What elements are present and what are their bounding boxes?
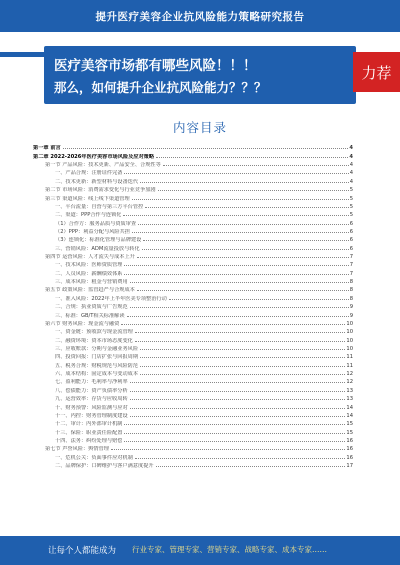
toc-entry-page: 16 [346, 454, 353, 461]
toc-entry[interactable] [33, 452, 353, 460]
toc-entry-label: 二、品牌保护：口碑维护与客户满意度提升 [55, 463, 154, 470]
toc-entry-label: 二、人员风险：薪酬绩效体系 [55, 270, 123, 277]
toc-leader-dots [158, 189, 349, 191]
toc-entry-label: 三、成本风险：租金与营销费用 [55, 279, 128, 286]
toc-entry-page: 5 [349, 212, 353, 219]
toc-leader-dots [140, 348, 345, 350]
toc-entry-label: 四、投资回报：门店扩张与回报周期 [55, 354, 139, 361]
toc-entry[interactable] [33, 335, 353, 343]
toc-leader-dots [124, 273, 348, 275]
toc-entry-label: 二、渠道：PPP合作与连锁化 [55, 212, 122, 219]
toc-entry-page: 8 [349, 279, 353, 286]
toc-entry-page: 4 [349, 162, 353, 169]
toc-entry-page: 7 [349, 254, 353, 261]
toc-entry[interactable] [33, 202, 353, 210]
toc-leader-dots [156, 465, 346, 467]
toc-leader-dots [124, 440, 345, 442]
toc-entry-page: 15 [346, 429, 353, 436]
toc-entry-page: 17 [346, 463, 353, 470]
toc-entry-label: 十四、法务：纠纷处理与赔偿 [55, 437, 123, 444]
toc-entry[interactable] [33, 444, 353, 452]
toc-entry-label: （2）PPP：利益分配与风险共担 [55, 228, 130, 235]
toc-entry[interactable] [33, 310, 353, 318]
toc-leader-dots [130, 306, 349, 308]
footer-lead: 让每个人都能成为 [48, 546, 117, 556]
toc-leader-dots [121, 323, 345, 325]
toc-entry-label: 一、资金链：预收款与现金流管理 [55, 329, 133, 336]
toc-entry[interactable] [33, 411, 353, 419]
toc-leader-dots [124, 264, 348, 266]
toc-title: 内容目录 [172, 120, 227, 135]
toc-entry-page: 13 [346, 387, 353, 394]
toc-entry-page: 9 [349, 312, 353, 319]
toc-leader-dots [127, 315, 349, 317]
toc-entry-label: 五、税务合规：财税规范与风险防范 [55, 362, 139, 369]
toc-entry[interactable] [33, 419, 353, 427]
toc-entry[interactable] [33, 243, 353, 251]
toc-entry-label: 十三、保险：职业责任险配置 [55, 429, 123, 436]
toc-entry-label: 八、偿债能力：资产负债率分析 [55, 387, 128, 394]
toc-entry[interactable] [33, 302, 353, 310]
toc-entry-label: 第五节 政策风险：监管趋严与合规成本 [45, 287, 135, 294]
toc-entry[interactable] [33, 436, 353, 444]
toc-entry[interactable] [33, 193, 353, 201]
toc-entry[interactable] [33, 461, 353, 469]
toc-leader-dots [124, 172, 348, 174]
toc-entry[interactable] [33, 369, 353, 377]
toc-leader-dots [135, 457, 346, 459]
toc-leader-dots [132, 198, 349, 200]
toc-leader-dots [140, 356, 345, 358]
toc-entry-page: 6 [349, 237, 353, 244]
toc-entry-page: 14 [346, 412, 353, 419]
toc-entry-page: 5 [349, 203, 353, 210]
toc-entry[interactable] [33, 427, 353, 435]
toc-leader-dots [130, 381, 346, 383]
toc-entry-page: 15 [346, 421, 353, 428]
toc-entry-label: 六、成本结构：固定成本与变动成本 [55, 371, 139, 378]
toc-entry-page: 7 [349, 270, 353, 277]
toc-entry-page: 12 [346, 371, 353, 378]
toc-entry-page: 16 [346, 437, 353, 444]
toc-entry-label: 一、危机公关：负面事件应对机制 [55, 454, 133, 461]
toc-entry-label: 二、技术更新：新型材料与设备迭代 [55, 178, 139, 185]
toc-leader-dots [140, 365, 345, 367]
toc-entry-label: 第一节 产品风险：技术更新、产品安全、合规性等 [45, 162, 161, 169]
toc-entry-page: 5 [349, 195, 353, 202]
toc-leader-dots [140, 373, 345, 375]
toc-entry-label: 第三节 渠道风险：线上线下渠道管理 [45, 195, 130, 202]
toc-entry[interactable] [33, 143, 353, 151]
toc-entry-label: 第七节 声誉风险：舆情管理 [45, 446, 109, 453]
toc-leader-dots [123, 214, 348, 216]
toc-entry[interactable] [33, 394, 353, 402]
toc-entry-label: （1）合作方：服务品质与资质审查 [55, 220, 137, 227]
toc-entry[interactable] [33, 160, 353, 168]
toc-entry-page: 10 [346, 320, 353, 327]
toc-entry[interactable] [33, 185, 353, 193]
toc-entry[interactable] [33, 168, 353, 176]
toc-entry-label: 一、产品合规：注册证件完备 [55, 170, 123, 177]
toc-leader-dots [130, 398, 346, 400]
toc-entry-page: 6 [349, 245, 353, 252]
toc-entry-page: 4 [349, 170, 353, 177]
toc-leader-dots [124, 432, 345, 434]
toc-entry-page: 12 [346, 379, 353, 386]
toc-leader-dots [137, 289, 349, 291]
toc-entry-page: 7 [349, 262, 353, 269]
footer-banner [0, 536, 400, 565]
toc-entry[interactable] [33, 277, 353, 285]
toc-entry-label: 七、盈利能力：毛利率与净利率 [55, 379, 128, 386]
toc-leader-dots [163, 164, 349, 166]
toc-entry-label: 第四节 运营风险：人才流失与成本上升 [45, 254, 135, 261]
toc-entry-page: 13 [346, 396, 353, 403]
toc-entry[interactable] [33, 327, 353, 335]
toc-entry[interactable] [33, 151, 353, 159]
toc-leader-dots [135, 331, 346, 333]
table-of-contents [33, 143, 353, 469]
hero-banner [44, 46, 356, 104]
toc-entry[interactable] [33, 252, 353, 260]
toc-leader-dots [138, 223, 349, 225]
toc-entry-label: 三、标准：GB/T相关标准解读 [55, 312, 125, 319]
toc-entry[interactable] [33, 377, 353, 385]
toc-entry-label: 第二节 市场风险：消费需求变化与行业竞争加剧 [45, 187, 156, 194]
toc-leader-dots [130, 415, 346, 417]
toc-entry-label: 十二、审计：内外部审计机制 [55, 421, 123, 428]
toc-entry-page: 4 [349, 153, 353, 160]
toc-entry-page: 11 [346, 362, 353, 369]
toc-entry-page: 11 [346, 354, 353, 361]
toc-entry-label: 第一章 前言 [33, 145, 61, 152]
toc-leader-dots [63, 147, 349, 149]
toc-entry-page: 10 [346, 337, 353, 344]
toc-entry[interactable] [33, 385, 353, 393]
toc-entry[interactable] [33, 218, 353, 226]
toc-entry-label: 九、运营效率：存货与应收周转 [55, 396, 128, 403]
toc-entry[interactable] [33, 176, 353, 184]
toc-entry-label: 十、财务预警：风险监测与应对 [55, 404, 128, 411]
toc-entry-label: 一、平台流量：自营与第三方平台管控 [55, 203, 144, 210]
toc-leader-dots [132, 231, 349, 233]
toc-leader-dots [130, 390, 346, 392]
toc-entry-page: 9 [349, 304, 353, 311]
toc-entry-page: 5 [349, 187, 353, 194]
toc-entry-page: 10 [346, 345, 353, 352]
toc-leader-dots [143, 239, 348, 241]
hero-accent-stripe [0, 52, 44, 57]
hero-headline: 医疗美容市场都有哪些风险！！！ [54, 58, 257, 74]
toc-entry-label: 第二章 2022-2026年医疗美容市场风险及应对策略 [33, 153, 155, 160]
toc-entry-page: 4 [349, 178, 353, 185]
toc-entry[interactable] [33, 285, 353, 293]
toc-entry[interactable] [33, 344, 353, 352]
toc-entry-page: 6 [349, 228, 353, 235]
toc-entry-page: 16 [346, 446, 353, 453]
toc-leader-dots [169, 298, 349, 300]
toc-entry-page: 8 [349, 287, 353, 294]
toc-entry-label: 一、准入风险：2022年上半年医美专项整治行动 [55, 295, 167, 302]
toc-entry-label: 二、融资环境：资本市场态度变化 [55, 337, 133, 344]
toc-leader-dots [124, 423, 345, 425]
hero-subheadline: 那么，如何提升企业抗风险能力？？？ [54, 80, 267, 95]
toc-leader-dots [156, 156, 348, 158]
toc-entry[interactable] [33, 293, 353, 301]
toc-leader-dots [130, 281, 349, 283]
toc-entry-label: 二、合规：执业资质与广告规范 [55, 304, 128, 311]
report-header: 提升医疗美容企业抗风险能力策略研究报告 [0, 0, 400, 32]
toc-entry-label: 一、技术风险：医师资质管理 [55, 262, 123, 269]
toc-leader-dots [137, 256, 349, 258]
recommend-badge: 力荐 [353, 52, 400, 92]
toc-entry-page: 8 [349, 295, 353, 302]
toc-entry-label: 第六节 财务风险：现金流与融资 [45, 320, 120, 327]
toc-entry-label: 三、营销风险：ADM流量投放与转化 [55, 245, 140, 252]
toc-entry-page: 14 [346, 404, 353, 411]
toc-entry-page: 4 [349, 145, 353, 152]
toc-entry-page: 10 [346, 329, 353, 336]
toc-entry[interactable] [33, 319, 353, 327]
toc-entry[interactable] [33, 227, 353, 235]
toc-entry[interactable] [33, 260, 353, 268]
toc-leader-dots [135, 340, 346, 342]
toc-entry[interactable] [33, 352, 353, 360]
toc-entry[interactable] [33, 268, 353, 276]
toc-entry-label: （3）连锁化：标准化管理与品牌建设 [55, 237, 142, 244]
toc-leader-dots [130, 407, 346, 409]
toc-entry-label: 十一、内控：财务管理制度建设 [55, 412, 128, 419]
toc-entry-label: 三、应收账款：分期与金融业务风险 [55, 345, 139, 352]
toc-entry[interactable] [33, 360, 353, 368]
footer-roles: 行业专家、管理专家、营销专家、战略专家、成本专家…… [132, 545, 327, 554]
toc-leader-dots [140, 181, 349, 183]
toc-leader-dots [142, 248, 349, 250]
toc-entry[interactable] [33, 235, 353, 243]
toc-entry[interactable] [33, 210, 353, 218]
toc-leader-dots [145, 206, 348, 208]
toc-entry-page: 6 [349, 220, 353, 227]
toc-leader-dots [111, 448, 345, 450]
toc-entry[interactable] [33, 402, 353, 410]
